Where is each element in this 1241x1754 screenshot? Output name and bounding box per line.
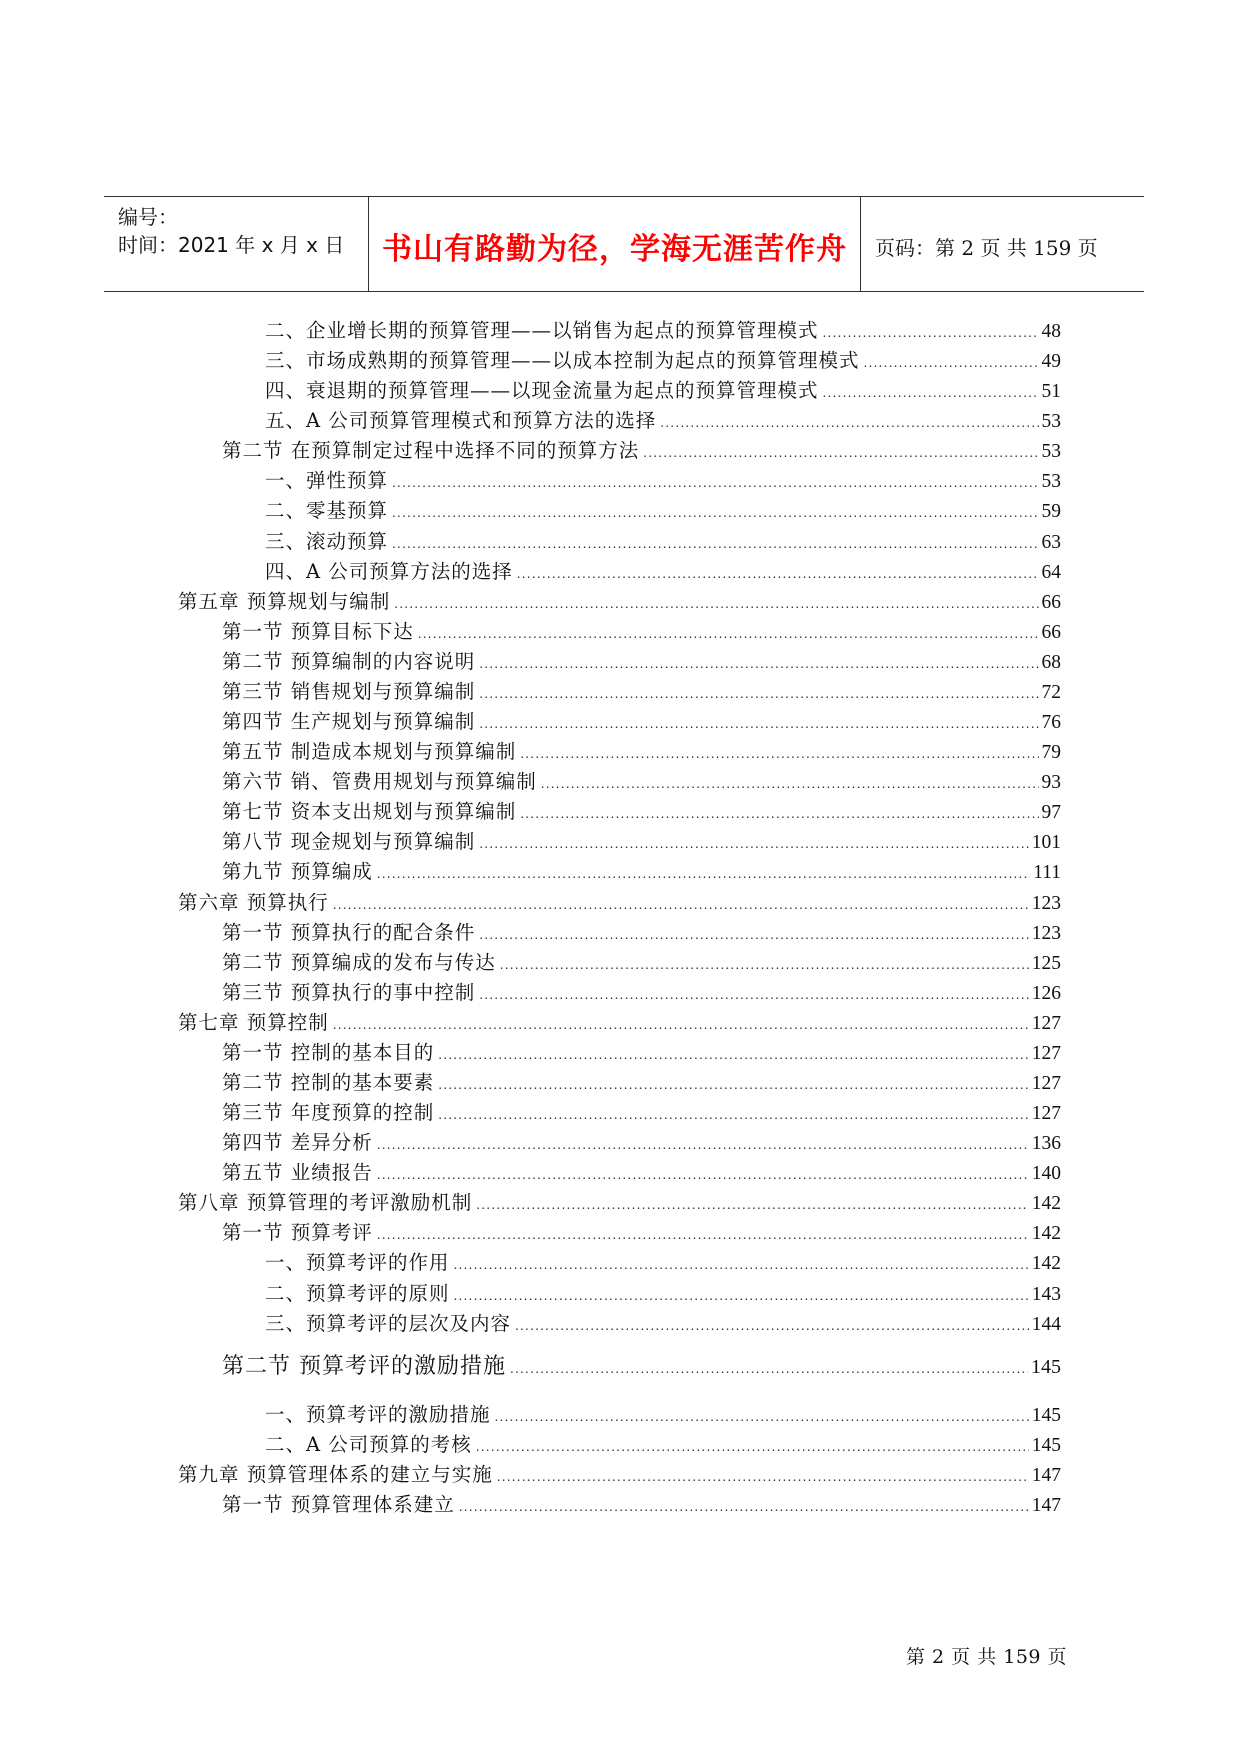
toc-dot-leader (541, 771, 1039, 797)
toc-entry-title: 三、市场成熟期的预算管理——以成本控制为起点的预算管理模式 (265, 349, 860, 373)
toc-entry-page-number: 48 (1041, 321, 1061, 342)
toc-entry[interactable] (178, 1190, 1061, 1218)
toc-dot-leader (479, 922, 1029, 948)
toc-entry-page-number: 125 (1031, 952, 1061, 974)
toc-entry[interactable] (222, 739, 1061, 767)
toc-dot-leader (394, 591, 1038, 617)
toc-entry-page-number: 142 (1031, 1193, 1061, 1215)
toc-entry-title: 四、衰退期的预算管理——以现金流量为起点的预算管理模式 (265, 379, 819, 403)
toc-entry-title: 第六章 预算执行 (178, 890, 329, 914)
toc-dot-leader (438, 1042, 1029, 1068)
toc-entry-title: 第四节 生产规划与预算编制 (222, 710, 476, 734)
toc-dot-leader (495, 1404, 1029, 1430)
toc-entry-page-number: 147 (1031, 1495, 1061, 1517)
toc-dot-leader (377, 861, 1030, 887)
toc-entry[interactable] (265, 529, 1061, 557)
toc-entry-title: 一、预算考评的作用 (265, 1251, 450, 1275)
toc-dot-leader (438, 1102, 1029, 1128)
toc-entry-page-number: 79 (1041, 742, 1061, 764)
toc-entry-title: 第八节 现金规划与预算编制 (222, 830, 476, 854)
toc-entry-title: 二、企业增长期的预算管理——以销售为起点的预算管理模式 (265, 319, 819, 342)
toc-entry-title: 一、弹性预算 (265, 469, 389, 493)
toc-entry[interactable] (265, 559, 1061, 587)
toc-dot-leader (459, 1494, 1029, 1520)
toc-entry-page-number: 101 (1031, 832, 1061, 854)
header-left-cell (104, 197, 369, 291)
toc-entry-title: 第五节 业绩报告 (222, 1161, 373, 1185)
toc-dot-leader (479, 711, 1038, 737)
toc-entry-title: 三、预算考评的层次及内容 (265, 1311, 512, 1335)
toc-dot-leader (333, 1012, 1029, 1038)
toc-entry-page-number: 145 (1031, 1355, 1061, 1378)
toc-entry-page-number: 145 (1031, 1404, 1061, 1426)
toc-dot-leader (476, 1192, 1029, 1218)
toc-entry[interactable] (222, 1492, 1061, 1520)
toc-entry-title: 第三节 预算执行的事中控制 (222, 980, 476, 1004)
toc-entry[interactable] (222, 649, 1061, 677)
toc-dot-leader (454, 1283, 1029, 1309)
toc-entry-page-number: 53 (1041, 471, 1061, 493)
toc-entry-page-number: 142 (1031, 1253, 1061, 1275)
toc-dot-leader (823, 380, 1039, 406)
toc-entry-title: 二、A 公司预算的考核 (265, 1432, 472, 1456)
document-number-label: 编号： (118, 205, 178, 229)
toc-entry[interactable] (222, 950, 1061, 978)
toc-entry-title: 第一节 预算考评 (222, 1221, 373, 1245)
toc-entry-title: 第一节 预算管理体系建立 (222, 1493, 455, 1517)
toc-entry-title: 第八章 预算管理的考评激励机制 (178, 1191, 473, 1215)
toc-entry[interactable] (222, 769, 1061, 797)
toc-entry[interactable] (265, 1250, 1061, 1278)
toc-entry-title: 第二节 预算编制的内容说明 (222, 649, 476, 673)
toc-entry-page-number: 147 (1031, 1464, 1061, 1486)
toc-entry[interactable] (222, 1220, 1061, 1248)
toc-entry-title: 第四节 差异分析 (222, 1131, 373, 1155)
toc-entry[interactable] (222, 438, 1061, 466)
toc-dot-leader (392, 470, 1038, 496)
toc-entry-title: 二、零基预算 (265, 499, 389, 523)
toc-entry-page-number: 127 (1031, 1103, 1061, 1125)
toc-entry[interactable] (178, 1462, 1061, 1490)
toc-entry-page-number: 144 (1031, 1313, 1061, 1335)
toc-entry[interactable] (265, 1432, 1061, 1460)
toc-entry-page-number: 127 (1031, 1073, 1061, 1094)
toc-entry[interactable] (222, 1070, 1061, 1098)
toc-dot-leader (377, 1222, 1029, 1248)
toc-entry-title: 第二节 预算编成的发布与传达 (222, 950, 496, 974)
toc-entry-title: 第五节 制造成本规划与预算编制 (222, 740, 517, 764)
toc-entry-page-number: 123 (1031, 892, 1061, 914)
toc-dot-leader (643, 440, 1038, 466)
toc-dot-leader (520, 801, 1038, 827)
toc-dot-leader (479, 982, 1029, 1008)
toc-dot-leader (476, 1434, 1029, 1460)
toc-entry[interactable] (222, 1040, 1061, 1068)
page-header (104, 196, 1144, 292)
toc-entry-page-number: 51 (1041, 381, 1061, 403)
toc-entry-page-number: 49 (1041, 351, 1061, 373)
toc-entry[interactable] (222, 709, 1061, 737)
toc-entry[interactable] (265, 378, 1061, 406)
toc-entry-page-number: 143 (1031, 1283, 1061, 1305)
toc-entry[interactable] (222, 1100, 1061, 1128)
toc-entry-title: 第三节 销售规划与预算编制 (222, 679, 476, 703)
toc-entry[interactable] (265, 1402, 1061, 1430)
toc-entry-page-number: 66 (1041, 621, 1061, 643)
toc-entry-title: 第五章 预算规划与编制 (178, 589, 391, 613)
header-page-label: 页码：第 2 页 共 159 页 (875, 235, 1098, 260)
toc-dot-leader (377, 1162, 1029, 1188)
toc-entry[interactable] (222, 679, 1061, 707)
toc-dot-leader (517, 561, 1039, 587)
toc-entry[interactable] (265, 498, 1061, 526)
toc-entry-page-number: 126 (1031, 982, 1061, 1004)
toc-dot-leader (392, 500, 1038, 526)
toc-entry-page-number: 111 (1033, 862, 1061, 884)
toc-entry-page-number: 127 (1031, 1012, 1061, 1034)
toc-entry-page-number: 93 (1041, 772, 1061, 794)
toc-entry-title: 五、A 公司预算管理模式和预算方法的选择 (265, 409, 657, 433)
toc-entry[interactable] (222, 1354, 1061, 1382)
document-time-label: 时间：2021 年 x 月 x 日 (118, 233, 345, 257)
toc-dot-leader (438, 1072, 1029, 1098)
toc-entry-title: 第九章 预算管理体系的建立与实施 (178, 1462, 493, 1486)
toc-dot-leader (497, 1464, 1029, 1490)
toc-dot-leader (479, 681, 1038, 707)
toc-entry-page-number: 136 (1031, 1133, 1061, 1155)
header-page-cell (861, 197, 1144, 291)
toc-entry[interactable] (265, 408, 1061, 436)
toc-entry[interactable] (222, 859, 1061, 887)
toc-entry-page-number: 123 (1031, 922, 1061, 944)
page-footer: 第 2 页 共 159 页 (906, 1646, 1068, 1668)
toc-entry[interactable] (265, 1311, 1061, 1339)
toc-dot-leader (479, 651, 1038, 677)
toc-dot-leader (864, 350, 1039, 376)
toc-entry-page-number: 127 (1031, 1042, 1061, 1064)
toc-entry[interactable] (265, 318, 1061, 346)
toc-entry-title: 第九节 预算编成 (222, 860, 373, 884)
toc-entry-title: 第六节 销、管费用规划与预算编制 (222, 770, 537, 794)
toc-entry-page-number: 142 (1031, 1223, 1061, 1245)
toc-dot-leader (479, 831, 1029, 857)
toc-entry-page-number: 53 (1041, 411, 1061, 433)
toc-dot-leader (377, 1132, 1029, 1158)
toc-dot-leader (823, 320, 1039, 346)
toc-entry-page-number: 53 (1041, 441, 1061, 463)
toc-dot-leader (660, 410, 1038, 436)
toc-entry[interactable] (178, 890, 1061, 918)
toc-entry-title: 三、滚动预算 (265, 529, 389, 553)
toc-entry[interactable] (265, 468, 1061, 496)
toc-entry-title: 一、预算考评的激励措施 (265, 1402, 491, 1426)
toc-entry[interactable] (222, 829, 1061, 857)
header-motto-cell (369, 197, 861, 291)
toc-entry-page-number: 68 (1041, 651, 1061, 673)
toc-entry-title: 第七章 预算控制 (178, 1010, 329, 1034)
toc-entry[interactable] (222, 1130, 1061, 1158)
toc-entry-title: 第三节 年度预算的控制 (222, 1101, 435, 1125)
toc-entry-page-number: 64 (1041, 561, 1061, 583)
toc-dot-leader (500, 952, 1029, 978)
toc-entry-page-number: 97 (1041, 802, 1061, 824)
toc-entry[interactable] (265, 348, 1061, 376)
header-motto: 书山有路勤为径，学海无涯苦作舟 (382, 232, 847, 267)
toc-entry-title: 第一节 预算目标下达 (222, 619, 414, 643)
toc-entry[interactable] (222, 1160, 1061, 1188)
toc-entry[interactable] (178, 589, 1061, 617)
toc-entry[interactable] (178, 1010, 1061, 1038)
toc-entry-page-number: 66 (1041, 591, 1061, 613)
toc-entry-page-number: 140 (1031, 1163, 1061, 1185)
toc-entry[interactable] (222, 799, 1061, 827)
toc-entry[interactable] (222, 920, 1061, 948)
toc-entry-title: 四、A 公司预算方法的选择 (265, 559, 513, 583)
toc-entry-page-number: 63 (1041, 531, 1061, 553)
toc-dot-leader (454, 1252, 1029, 1278)
toc-entry-title: 第一节 控制的基本目的 (222, 1040, 435, 1064)
toc-entry-title: 第二节 预算考评的激励措施 (222, 1353, 506, 1379)
toc-dot-leader (418, 621, 1039, 647)
toc-dot-leader (392, 531, 1038, 557)
toc-entry-title: 第二节 控制的基本要素 (222, 1071, 435, 1094)
toc-entry-page-number: 145 (1031, 1434, 1061, 1456)
toc-dot-leader (510, 1356, 1028, 1382)
toc-entry[interactable] (265, 1281, 1061, 1309)
toc-entry-page-number: 59 (1041, 501, 1061, 523)
toc-entry[interactable] (222, 619, 1061, 647)
toc-entry-page-number: 72 (1041, 681, 1061, 703)
toc-dot-leader (520, 741, 1038, 767)
toc-entry-title: 二、预算考评的原则 (265, 1281, 450, 1305)
toc-entry-title: 第七节 资本支出规划与预算编制 (222, 800, 517, 824)
toc-dot-leader (515, 1313, 1029, 1339)
toc-dot-leader (333, 892, 1029, 918)
toc-entry-title: 第二节 在预算制定过程中选择不同的预算方法 (222, 439, 640, 463)
toc-entry[interactable] (222, 980, 1061, 1008)
toc-entry-title: 第一节 预算执行的配合条件 (222, 920, 476, 944)
toc-entry-page-number: 76 (1041, 712, 1061, 734)
